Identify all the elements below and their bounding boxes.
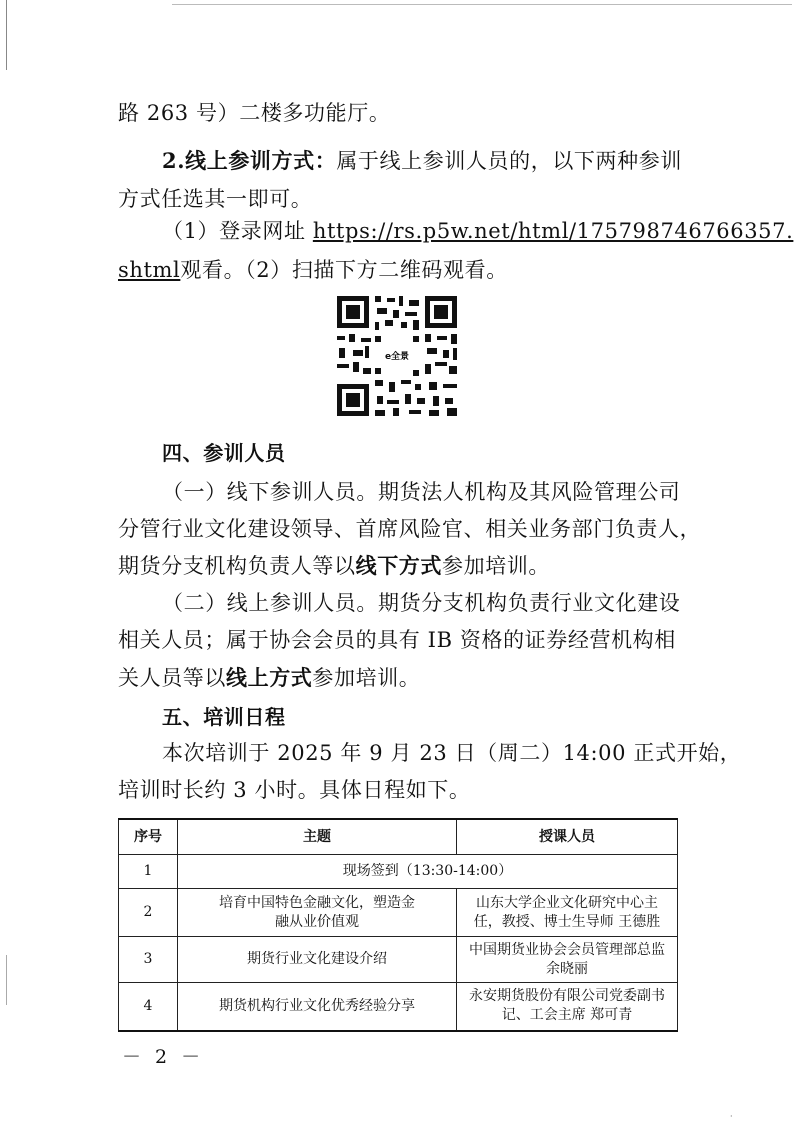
section4-p2-line2: 相关人员；属于协会会员的具有 IB 资格的证券经营机构相 xyxy=(118,628,676,652)
scan-edge-left xyxy=(6,0,7,70)
section4-p2-line3: 关人员等以线上方式参加培训。 xyxy=(118,665,421,690)
section4-p1-line3: 期货分支机构负责人等以线下方式参加培训。 xyxy=(118,553,551,578)
qr-logo-text: e全景 xyxy=(384,352,410,362)
row-no: 3 xyxy=(119,937,178,983)
header-no: 序号 xyxy=(119,819,178,855)
training-url-link[interactable]: https://rs.p5w.net/html/175798746766357. xyxy=(312,219,794,243)
row-speaker: 永安期货股份有限公司党委副书 记、工会主席 郑可青 xyxy=(457,983,678,1031)
scan-edge-top xyxy=(172,4,792,5)
access-line1: （1）登录网址 https://rs.p5w.net/html/175798746766357. xyxy=(162,219,794,243)
header-topic: 主题 xyxy=(178,819,457,855)
page-number: － 2 － xyxy=(122,1046,205,1068)
venue-line: 路 263 号）二楼多功能厅。 xyxy=(118,101,391,125)
qr-code-icon[interactable] xyxy=(333,292,461,420)
training-url-link-cont[interactable]: shtml xyxy=(118,258,181,282)
schedule-table xyxy=(118,818,678,1032)
online-method-para-line2: 方式任选其一即可。 xyxy=(118,187,313,211)
table-row xyxy=(119,855,678,889)
scan-speck: · xyxy=(730,1112,733,1121)
table-row xyxy=(119,937,678,983)
row-topic: 期货行业文化建设介绍 xyxy=(178,937,457,983)
section4-p1-line1: （一）线下参训人员。期货法人机构及其风险管理公司 xyxy=(162,480,681,504)
row-topic: 培育中国特色金融文化，塑造金 融从业价值观 xyxy=(178,889,457,937)
table-row xyxy=(119,889,678,937)
section5-p-line1: 本次培训于 2025 年 9 月 23 日（周二）14:00 正式开始， xyxy=(162,741,742,765)
section4-p2-line1: （二）线上参训人员。期货分支机构负责行业文化建设 xyxy=(162,591,681,615)
section5-p-line2: 培训时长约 3 小时。具体日程如下。 xyxy=(118,778,471,802)
row-no: 4 xyxy=(119,983,178,1031)
table-row xyxy=(119,983,678,1031)
scan-edge-left-lower xyxy=(6,955,7,1005)
row-no: 1 xyxy=(119,855,178,889)
section5-heading: 五、培训日程 xyxy=(162,705,286,729)
online-method-label: 2.线上参训方式： xyxy=(162,148,337,173)
online-method-para-line1: 2.线上参训方式：属于线上参训人员的，以下两种参训 xyxy=(162,148,682,173)
header-speaker: 授课人员 xyxy=(457,819,678,855)
row-no: 2 xyxy=(119,889,178,937)
row-topic: 期货机构行业文化优秀经验分享 xyxy=(178,983,457,1031)
section4-p1-line2: 分管行业文化建设领导、首席风险官、相关业务部门负责人， xyxy=(118,517,702,541)
access-line2: shtml观看。（2）扫描下方二维码观看。 xyxy=(118,258,508,282)
row-speaker: 山东大学企业文化研究中心主 任，教授、博士生导师 王德胜 xyxy=(457,889,678,937)
section4-heading: 四、参训人员 xyxy=(162,441,286,465)
row-speaker: 中国期货业协会会员管理部总监 余晓丽 xyxy=(457,937,678,983)
row-merged: 现场签到（13:30-14:00） xyxy=(178,855,678,889)
table-header-row xyxy=(119,819,678,855)
